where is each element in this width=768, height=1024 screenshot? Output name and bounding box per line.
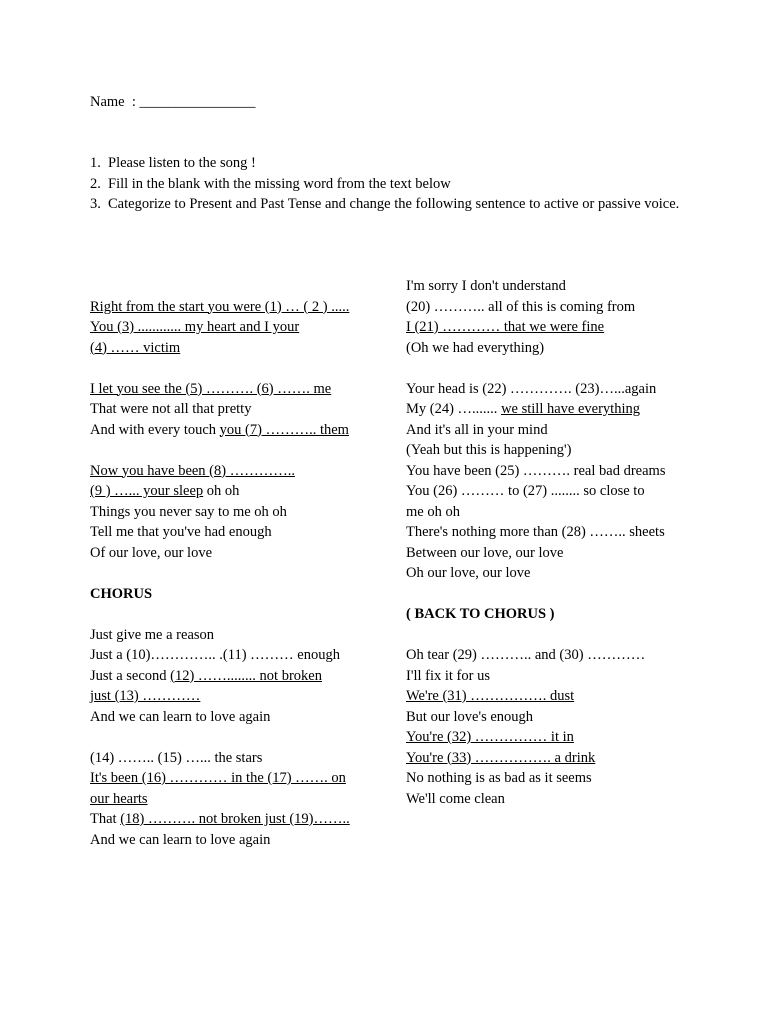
lyric-line xyxy=(406,297,706,318)
lyric-line xyxy=(406,748,706,769)
lyric-text: You have been (25) ………. real bad dreams xyxy=(406,462,666,479)
blank-line xyxy=(406,584,706,605)
lyric-text: No nothing is as bad as it seems xyxy=(406,770,592,786)
lyric-line xyxy=(406,399,706,420)
lyric-text: Right from the start you were (1) … ( 2 ) ..... xyxy=(90,298,350,315)
lyric-text: That xyxy=(90,811,121,827)
lyric-text: It's been (16) ………… in the (17) ……. on xyxy=(90,770,346,786)
lyric-line xyxy=(90,625,380,646)
blank-line xyxy=(406,358,706,379)
lyric-line xyxy=(90,379,380,400)
lyric-line xyxy=(90,584,380,605)
lyric-text: You (3) ............ my heart and I your xyxy=(90,319,300,335)
lyric-text: we still have everything xyxy=(501,401,640,417)
lyric-text: But our love's enough xyxy=(406,708,534,725)
lyric-text: (14) …….. (15) …... the stars xyxy=(90,749,263,766)
lyric-line xyxy=(90,317,380,338)
lyric-text: oh oh xyxy=(203,483,240,499)
lyric-text: There's nothing more than (28) …….. sheets xyxy=(406,524,665,540)
instruction-text: Please listen to the song ! xyxy=(108,155,256,171)
lyric-text: (Oh we had everything) xyxy=(406,339,545,356)
lyric-line xyxy=(90,297,380,318)
lyric-line xyxy=(406,317,706,338)
blank-line xyxy=(90,727,380,748)
lyric-text: (Yeah but this is happening') xyxy=(406,442,572,458)
blank-line xyxy=(90,358,380,379)
lyric-text: I'm sorry I don't understand xyxy=(406,278,566,294)
instruction-number: 1. xyxy=(90,155,101,171)
lyric-text: (9 ) …... your sleep xyxy=(90,483,204,499)
lyric-text: (4) …… victim xyxy=(90,339,181,356)
lyric-text: (18) ………. not broken just (19)…….. xyxy=(120,811,350,827)
lyric-line xyxy=(406,563,706,584)
lyric-line xyxy=(406,789,706,810)
lyric-line xyxy=(406,481,706,502)
lyric-text: Now you have been (8) ………….. xyxy=(90,462,295,479)
lyric-text: And it's all in your mind xyxy=(406,421,548,438)
lyric-text: I'll fix it for us xyxy=(406,667,490,684)
lyric-line xyxy=(406,666,706,687)
lyric-line xyxy=(406,502,706,523)
lyric-line xyxy=(406,522,706,543)
lyric-line xyxy=(90,543,380,564)
lyric-line xyxy=(90,707,380,728)
lyric-line xyxy=(90,809,380,830)
lyric-line xyxy=(90,461,380,482)
blank-line xyxy=(90,563,380,584)
lyric-text: Of our love, our love xyxy=(90,544,213,561)
lyric-line xyxy=(406,338,706,359)
lyric-text: (12) ……........ not broken xyxy=(170,667,322,684)
lyric-text: Just give me a reason xyxy=(90,626,215,643)
lyric-line xyxy=(406,379,706,400)
lyric-text: our hearts xyxy=(90,790,148,807)
instruction-item xyxy=(90,174,680,195)
lyric-line xyxy=(90,686,380,707)
lyric-text: Just a (10)………….. .(11) ……… enough xyxy=(90,647,340,663)
blank-line xyxy=(406,625,706,646)
lyric-line xyxy=(406,461,706,482)
lyric-line xyxy=(406,276,706,297)
lyric-text: Between our love, our love xyxy=(406,544,564,561)
lyric-line xyxy=(406,645,706,666)
lyric-line xyxy=(90,399,380,420)
instruction-number: 2. xyxy=(90,175,101,192)
lyric-line xyxy=(90,666,380,687)
instructions-list xyxy=(90,153,680,215)
lyric-text: You're (32) …………… it in xyxy=(406,729,574,745)
lyric-text: Oh our love, our love xyxy=(406,565,531,581)
lyric-text: And we can learn to love again xyxy=(90,831,271,848)
lyric-line xyxy=(90,789,380,810)
lyric-line xyxy=(406,543,706,564)
lyric-text: me oh oh xyxy=(406,503,460,520)
section-heading: CHORUS xyxy=(90,585,153,602)
blank-line xyxy=(90,276,380,297)
lyric-text: You're (33) ……………. a drink xyxy=(406,749,596,766)
lyric-line xyxy=(406,686,706,707)
instruction-number: 3. xyxy=(90,196,101,212)
lyric-line xyxy=(90,420,380,441)
instruction-item xyxy=(90,194,680,215)
lyric-line xyxy=(90,338,380,359)
lyric-text: You (26) ……… to (27) ........ so close to xyxy=(406,483,645,499)
lyrics-left-column xyxy=(90,276,380,850)
lyric-line xyxy=(90,830,380,851)
lyric-text: We'll come clean xyxy=(406,790,505,807)
name-field-label: Name : ________________ xyxy=(90,94,256,110)
lyrics-right-column xyxy=(406,276,706,809)
lyric-line xyxy=(406,727,706,748)
lyric-text: Just a second xyxy=(90,667,171,684)
lyric-text: That were not all that pretty xyxy=(90,401,252,417)
lyric-line xyxy=(90,502,380,523)
instruction-text: Categorize to Present and Past Tense and change the following sentence to active or passive voice. xyxy=(108,196,680,212)
lyric-text: Tell me that you've had enough xyxy=(90,524,272,540)
lyric-text: I let you see the (5) ………. (6) ……. me xyxy=(90,380,332,397)
blank-line xyxy=(90,440,380,461)
lyric-text: Your head is (22) …………. (23)…...again xyxy=(406,380,657,397)
lyric-line xyxy=(90,522,380,543)
lyric-line xyxy=(90,481,380,502)
instruction-text: Fill in the blank with the missing word from the text below xyxy=(108,175,451,192)
lyric-text: Oh tear (29) ……….. and (30) ………… xyxy=(406,647,646,663)
lyric-text: Things you never say to me oh oh xyxy=(90,503,287,520)
lyric-text: I (21) ………… that we were fine xyxy=(406,319,605,335)
lyric-text: And we can learn to love again xyxy=(90,708,271,725)
lyric-line xyxy=(90,645,380,666)
instruction-item xyxy=(90,153,680,174)
lyric-line xyxy=(406,707,706,728)
lyric-text: My (24) …....... xyxy=(406,401,502,417)
lyric-line xyxy=(406,768,706,789)
blank-line xyxy=(90,604,380,625)
lyric-text: (20) ……….. all of this is coming from xyxy=(406,298,636,315)
lyric-text: you (7) ……….. them xyxy=(219,421,349,438)
lyric-line xyxy=(406,440,706,461)
lyric-text: And with every touch xyxy=(90,421,220,438)
lyric-text: We're (31) ……………. dust xyxy=(406,688,575,704)
lyric-line xyxy=(90,748,380,769)
lyric-text: just (13) ………… xyxy=(90,688,201,704)
section-heading: ( BACK TO CHORUS ) xyxy=(406,606,555,622)
lyric-line xyxy=(406,420,706,441)
lyric-line xyxy=(406,604,706,625)
lyric-line xyxy=(90,768,380,789)
